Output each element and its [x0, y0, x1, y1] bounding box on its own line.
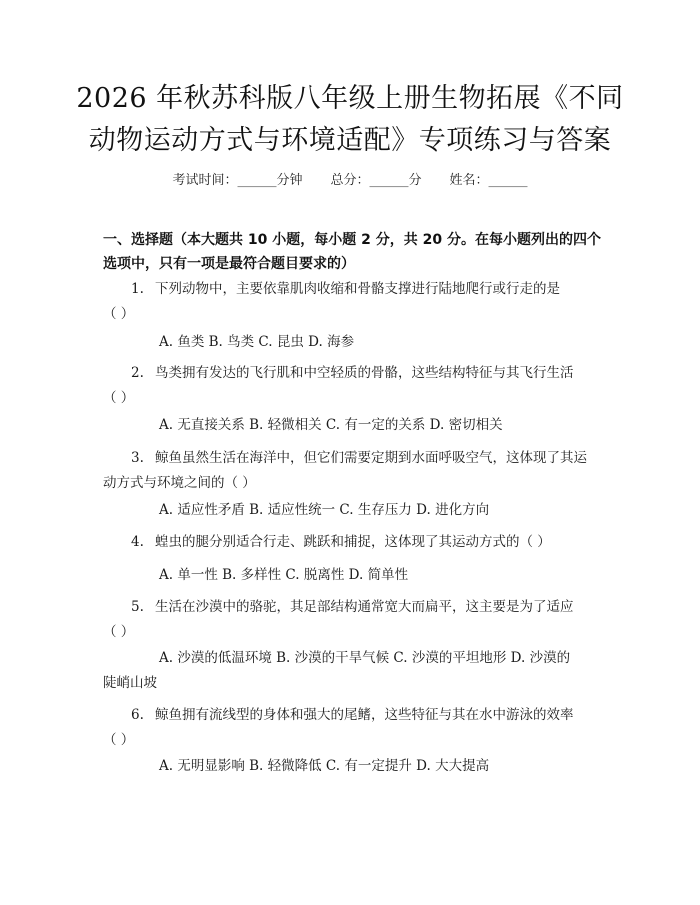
question-2-options: [103, 413, 603, 438]
answer-parentheses: （ ）: [103, 732, 135, 748]
question-5: [103, 595, 608, 645]
section-heading: 一、选择题（本大题共 10 小题，每小题 2 分，共 20 分。在每小题列出的四个选项中，只有一项是最符合题目要求的）: [103, 232, 601, 272]
question-stem: 鸟类拥有发达的飞行肌和中空轻质的骨骼，这些结构特征与其飞行生活: [155, 365, 574, 381]
exam-meta: [0, 169, 700, 188]
answer-parentheses: （ ）: [103, 624, 135, 640]
question-number: 2.: [131, 365, 144, 381]
total-score-field: 总分：______分: [330, 173, 422, 188]
question-number: 1.: [131, 281, 144, 297]
question-6-options: [103, 754, 603, 779]
exam-title-line-2: 动物运动方式与环境适配》专项练习与答案: [88, 125, 612, 156]
question-stem: 鲸鱼虽然生活在海洋中，但它们需要定期到水面呼吸空气，这体现了其运: [155, 450, 587, 466]
question-4-options: [103, 563, 603, 588]
options-text: A. 单一性 B. 多样性 C. 脱离性 D. 简单性: [159, 567, 409, 583]
options-text: A. 无明显影响 B. 轻微降低 C. 有一定提升 D. 大大提高: [159, 758, 490, 774]
question-stem: 生活在沙漠中的骆驼，其足部结构通常宽大而扁平，这主要是为了适应: [155, 599, 574, 615]
answer-parentheses: （ ）: [103, 306, 135, 322]
question-3: [103, 446, 608, 496]
question-1: [103, 277, 608, 327]
question-stem: 鲸鱼拥有流线型的身体和强大的尾鳍，这些特征与其在水中游泳的效率: [155, 707, 574, 723]
question-number: 6.: [131, 707, 144, 723]
question-5-options: [103, 646, 603, 696]
options-text: A. 沙漠的低温环境 B. 沙漠的干旱气候 C. 沙漠的平坦地形 D. 沙漠的: [159, 650, 571, 666]
question-1-options: [103, 330, 603, 355]
question-4: [103, 530, 608, 555]
options-text: A. 适应性矛盾 B. 适应性统一 C. 生存压力 D. 进化方向: [159, 502, 490, 518]
answer-parentheses: （ ）: [103, 390, 135, 406]
exam-time-field: 考试时间：______分钟: [172, 173, 303, 188]
question-number: 3.: [131, 450, 144, 466]
question-number: 5.: [131, 599, 144, 615]
options-text: A. 无直接关系 B. 轻微相关 C. 有一定的关系 D. 密切相关: [159, 417, 503, 433]
question-stem-continued: 动方式与环境之间的（ ）: [103, 475, 256, 491]
question-6: [103, 703, 608, 753]
question-stem: 下列动物中，主要依靠肌肉收缩和骨骼支撑进行陆地爬行或行走的是: [155, 281, 560, 297]
question-2: [103, 361, 608, 411]
question-3-options: [103, 498, 603, 523]
options-text-continued: 陡峭山坡: [103, 675, 157, 691]
question-stem: 蝗虫的腿分别适合行走、跳跃和捕捉，这体现了其运动方式的（ ）: [155, 534, 551, 550]
question-number: 4.: [131, 534, 144, 550]
options-text: A. 鱼类 B. 鸟类 C. 昆虫 D. 海参: [159, 334, 355, 350]
student-name-field: 姓名：______: [449, 173, 528, 188]
exam-title-line-1: 2026 年秋苏科版八年级上册生物拓展《不同: [76, 83, 624, 114]
